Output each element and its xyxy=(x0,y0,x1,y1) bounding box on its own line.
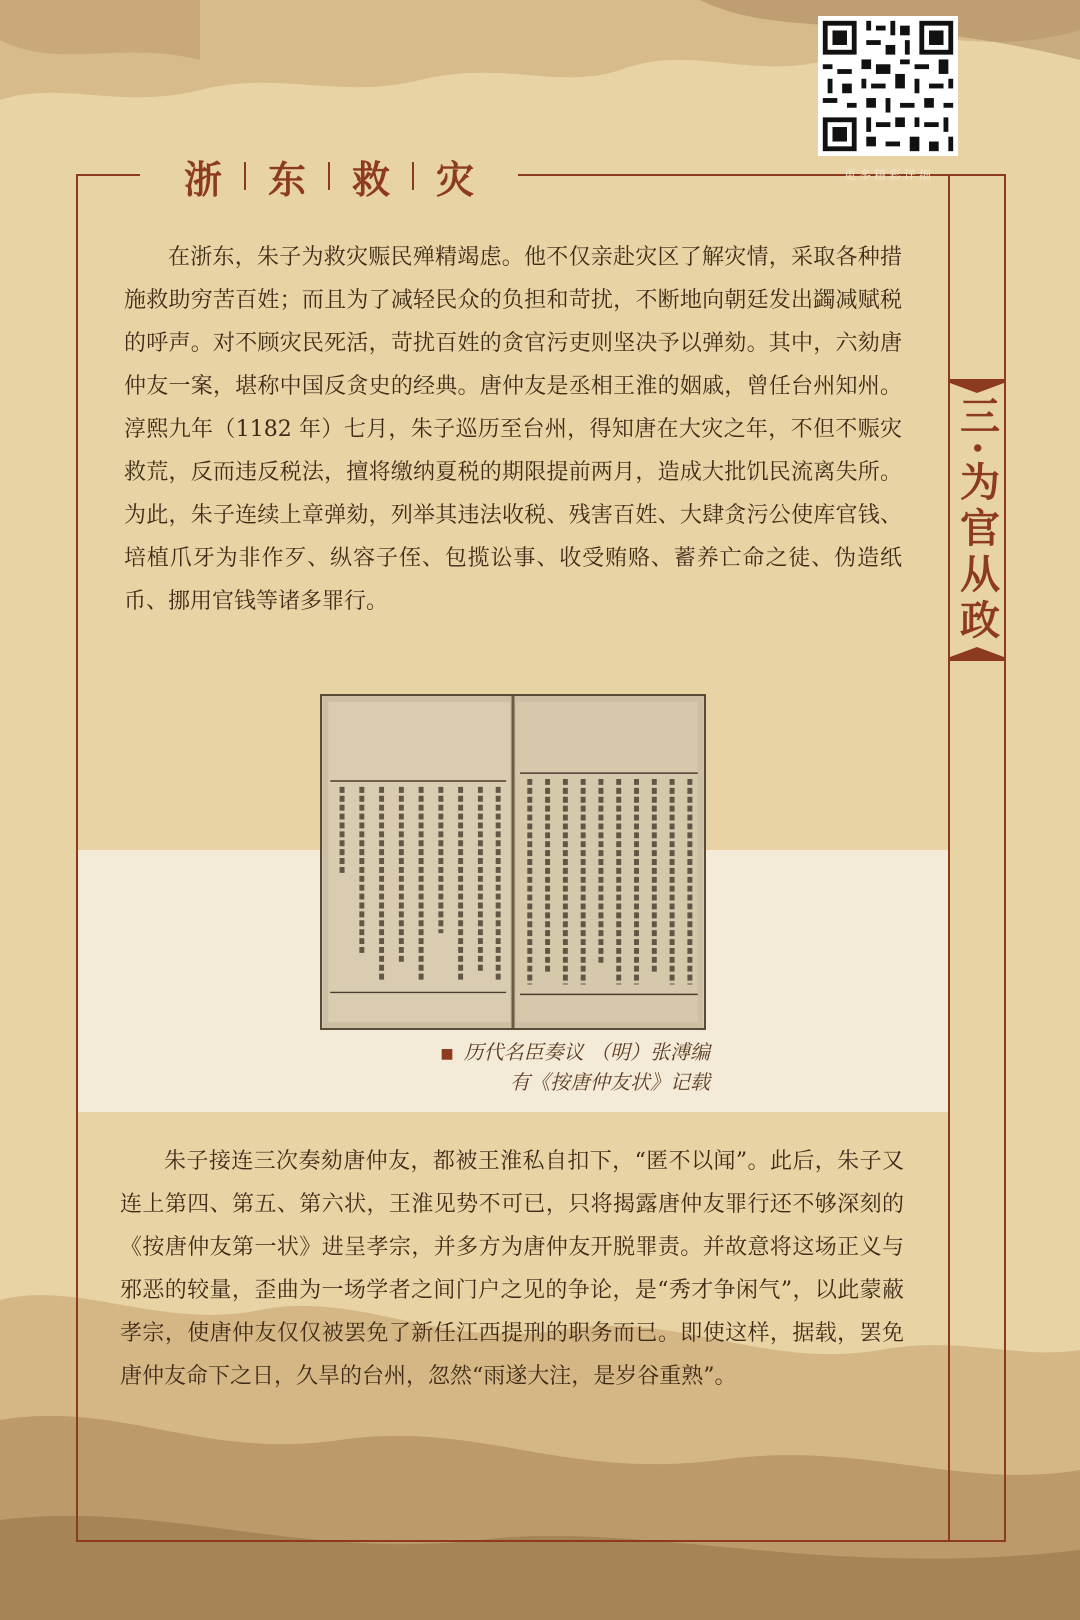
qr-block xyxy=(818,16,960,183)
chapter-side-label xyxy=(950,340,1004,700)
figure-caption xyxy=(410,1038,710,1096)
chapter-label: 三·为官从政 xyxy=(953,395,1001,645)
caption-line-2: 有《按唐仲友状》记载 xyxy=(510,1069,710,1094)
title-char: 救 xyxy=(352,156,391,202)
qr-caption: 更多精彩详细 xyxy=(843,168,934,182)
title-char: 东 xyxy=(268,156,307,202)
caption-line-1-text: 历代名臣奏议 （明）张溥编 xyxy=(463,1040,710,1064)
caption-line-1 xyxy=(410,1038,710,1068)
caption-bullet-icon: ■ xyxy=(440,1045,454,1062)
frame-outer-right-line xyxy=(1004,174,1006,1542)
frame-bottom-line xyxy=(76,1540,1006,1542)
side-label-bottom-ornament xyxy=(950,645,1004,665)
side-label-top-ornament xyxy=(950,375,1004,395)
section-title xyxy=(140,150,518,202)
qr-code-icon[interactable] xyxy=(818,16,958,156)
body-paragraph-2: 朱子接连三次奏劾唐仲友，都被王淮私自扣下，“匿不以闻”。此后，朱子又连上第四、第五、第六状，王淮见势不可已，只将揭露唐仲友罪行还不够深刻的《按唐仲友第一状》进呈孝宗，并多方为唐仲友开脱罪责。并故意将这场正义与邪恶的较量，歪曲为一场学者之间门户之见的争论，是“秀才争闲气”，以此蒙蔽孝宗，使唐仲友仅仅被罢免了新任江西提刑的职务而已。即使这样，据载，罢免唐仲友命下之日，久旱的台州，忽然“雨遂大注，是岁谷重熟”。 xyxy=(120,1149,904,1389)
title-char: 浙 xyxy=(184,156,223,202)
ancient-book-image xyxy=(320,694,706,1030)
body-paragraph-1: 在浙东，朱子为救灾赈民殚精竭虑。他不仅亲赴灾区了解灾情，采取各种措施救助穷苦百姓；而且为了减轻民众的负担和苛扰，不断地向朝廷发出蠲减赋税的呼声。对不顾灾民死活，苛扰百姓的贪官污吏则坚决予以弹劾。其中，六劾唐仲友一案，堪称中国反贪史的经典。唐仲友是丞相王淮的姻戚，曾任台州知州。淳熙九年（1182 年）七月，朱子巡历至台州，得知唐在大灾之年，不但不赈灾救荒，反而违反税法，擅将缴纳夏税的期限提前两月，造成大批饥民流离失所。为此，朱子连续上章弹劾，列举其违法收税、残害百姓、大肆贪污公使库官钱、培植爪牙为非作歹、纵容子侄、包揽讼事、收受贿赂、蓄养亡命之徒、伪造纸币、挪用官钱等诸多罪行。 xyxy=(124,245,902,614)
title-char: 灾 xyxy=(436,156,475,202)
